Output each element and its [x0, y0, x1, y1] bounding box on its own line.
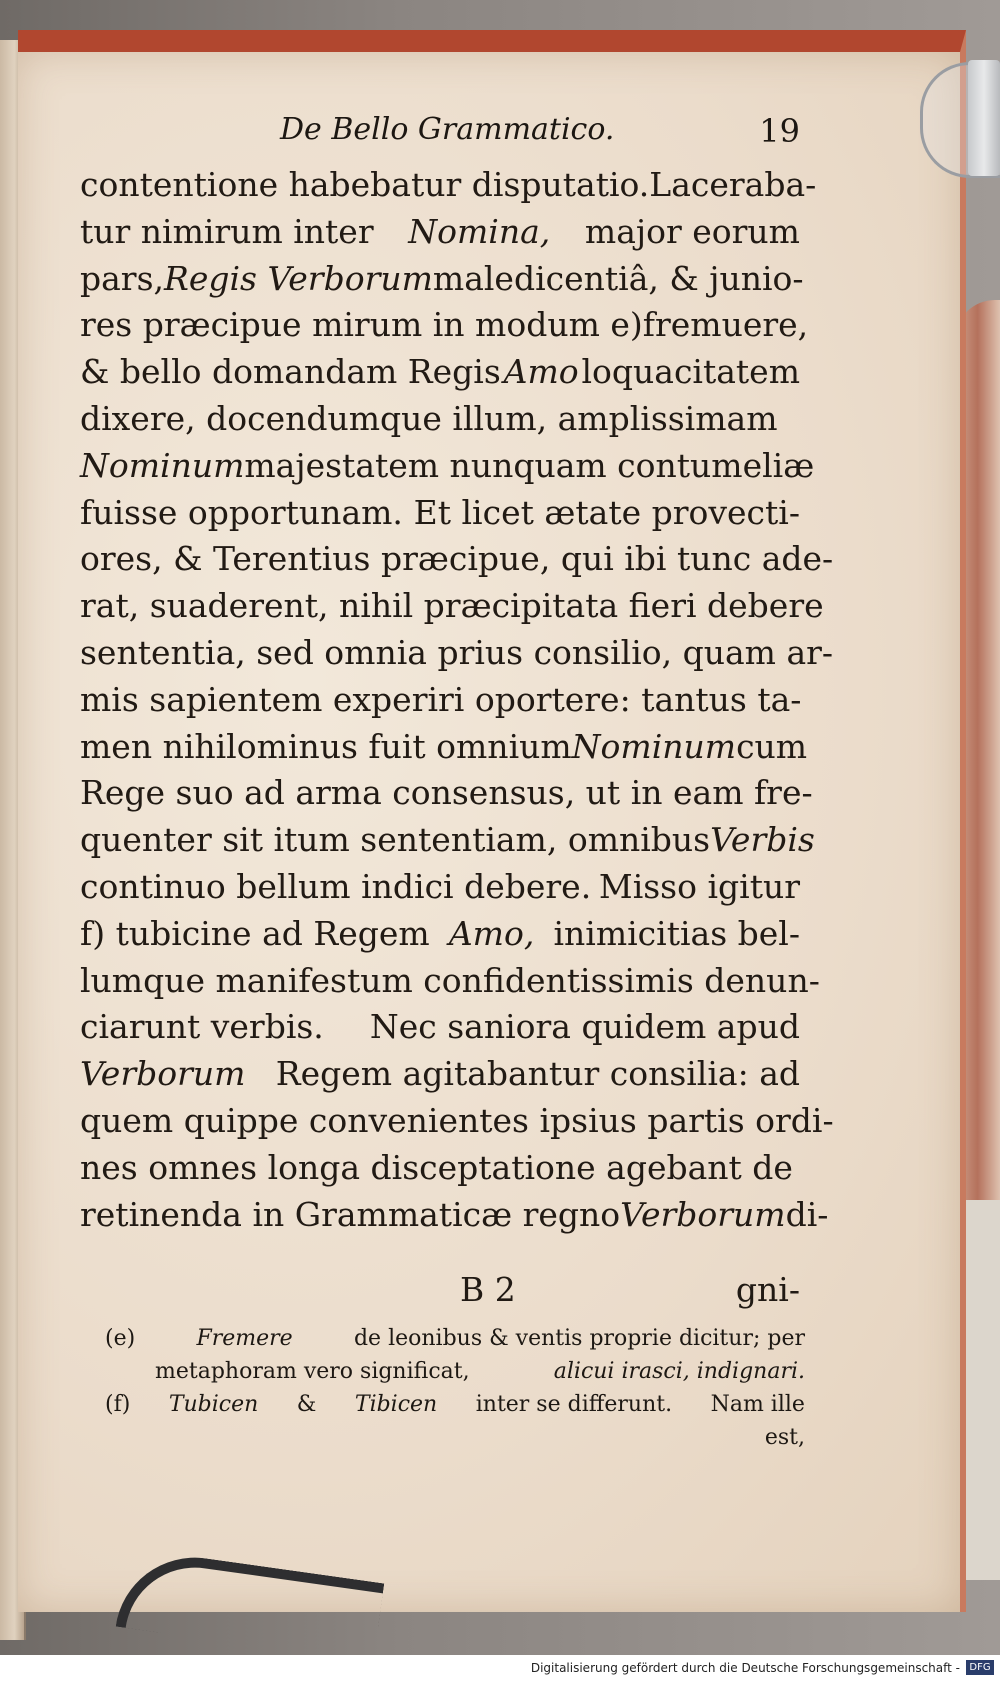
text-line — [80, 536, 834, 583]
footnote-text: metaphoram vero significat, — [155, 1359, 470, 1384]
line-segment: loquacitatem — [581, 352, 800, 392]
italic-term: Regis Verborum — [164, 258, 433, 298]
main-text — [80, 162, 834, 1238]
text-line — [80, 349, 800, 396]
running-title: De Bello Grammatico. — [280, 112, 615, 147]
text-line — [80, 770, 813, 817]
text-line — [80, 396, 800, 443]
page-footer-line — [80, 1270, 800, 1316]
text-line — [80, 677, 800, 724]
italic-term: Nomina, — [408, 211, 551, 251]
line-segment: continuo bellum indici debere. — [80, 866, 592, 906]
text-line — [80, 256, 804, 303]
signature-mark: B 2 — [460, 1270, 516, 1309]
footnote-f-line — [105, 1388, 805, 1421]
funding-credit: Digitalisierung gefördert durch die Deutsche Forschungsgemeinschaft - — [530, 1661, 960, 1675]
line-segment: contentione habebatur disputatio. — [80, 165, 650, 204]
text-line — [80, 1192, 829, 1239]
text-line — [80, 162, 817, 209]
line-segment: Laceraba- — [649, 165, 817, 204]
line-segment: inimicitias bel- — [553, 913, 800, 953]
footnote-text: Nam ille — [710, 1392, 805, 1417]
dfg-logo: DFG — [966, 1660, 994, 1675]
footnote-marker: (e) — [105, 1326, 136, 1351]
text-line — [80, 443, 815, 490]
text-line — [80, 724, 808, 771]
text-line — [80, 1051, 800, 1098]
italic-term: Amo, — [448, 913, 535, 953]
line-segment: di- — [785, 1194, 829, 1234]
footnote-term: Fremere — [196, 1326, 293, 1351]
line-segment: mis sapientem experiri oportere: tantus ta- — [80, 679, 802, 719]
footnote-term: Tibicen — [354, 1392, 438, 1417]
line-segment: & bello domandam Regis — [80, 352, 501, 392]
line-segment: fuisse opportunam. — [80, 492, 403, 532]
text-line — [80, 490, 800, 537]
line-segment: f) tubicine ad Regem — [80, 913, 430, 953]
line-segment: pars, — [80, 258, 164, 298]
italic-term: Amo — [503, 352, 579, 392]
footnote-text: de leonibus & ventis proprie dicitur; per — [353, 1326, 805, 1351]
line-segment: rat, suaderent, nihil præcipitata fieri debere — [80, 586, 824, 626]
line-segment: quenter sit itum sententiam, omnibus — [80, 820, 711, 860]
line-segment: Et licet ætate provecti- — [413, 492, 800, 532]
line-segment: res præcipue mirum in modum e) — [80, 305, 643, 345]
line-segment: ores, & Terentius præcipue, qui ibi tunc ade- — [80, 539, 834, 579]
line-segment: ciarunt verbis. — [80, 1007, 324, 1047]
footnote-e-line-2 — [105, 1355, 805, 1388]
line-segment: majestatem nunquam contumeliæ — [244, 445, 815, 485]
line-segment: cum — [736, 726, 808, 766]
line-segment: major eorum — [584, 211, 800, 251]
italic-term: Verborum — [620, 1194, 786, 1234]
text-line — [80, 1004, 800, 1051]
text-line — [80, 630, 834, 677]
footnote-amp: & — [296, 1392, 317, 1417]
text-line — [80, 583, 824, 630]
text-line — [80, 911, 800, 958]
line-segment: quem quippe convenientes ipsius partis ordi- — [80, 1100, 834, 1140]
line-segment: Nec saniora quidem apud — [369, 1007, 800, 1047]
text-line — [80, 302, 809, 349]
page-clip-bar — [968, 60, 1000, 176]
footnote-catchword: est, — [764, 1425, 805, 1450]
line-segment: maledicentiâ, & junio- — [432, 258, 804, 298]
catchword: gni- — [735, 1270, 800, 1309]
line-segment: men nihilominus fuit omnium — [80, 726, 572, 766]
line-segment: tur nimirum inter — [80, 211, 374, 251]
footnotes — [105, 1322, 805, 1454]
text-line — [80, 209, 800, 256]
line-segment: sententia, sed omnia prius consilio, quam ar- — [80, 632, 834, 672]
line-segment: dixere, docendumque illum, amplissimam — [80, 398, 778, 438]
line-segment: Rege suo ad arma consensus, ut in eam fre- — [80, 773, 813, 813]
line-segment: retinenda in Grammaticæ regno — [80, 1194, 621, 1234]
footnote-e-line — [105, 1322, 805, 1355]
text-line — [80, 1145, 800, 1192]
line-segment: lumque manifestum confidentissimis denun- — [80, 960, 820, 1000]
footnote-marker: (f) — [105, 1392, 131, 1417]
text-line — [80, 958, 820, 1005]
footnote-term: Tubicen — [168, 1392, 259, 1417]
footnote-text: inter se differunt. — [475, 1392, 673, 1417]
text-line — [80, 864, 800, 911]
line-segment: Regem agitabantur consilia: ad — [275, 1054, 800, 1094]
line-segment: Misso igitur — [598, 866, 800, 906]
digitization-footer — [0, 1655, 1000, 1681]
line-segment: nes omnes longa disceptatione agebant de — [80, 1147, 793, 1187]
italic-term: Verbis — [710, 820, 815, 860]
page-number: 19 — [759, 112, 800, 150]
italic-term: Verborum — [80, 1054, 246, 1094]
running-header — [280, 112, 800, 152]
italic-term: Nominum — [80, 445, 245, 485]
line-segment: fremuere, — [642, 305, 809, 345]
footnote-italic: alicui irasci, indignari. — [553, 1359, 805, 1384]
text-line — [80, 817, 815, 864]
italic-term: Nominum — [571, 726, 737, 766]
text-line — [80, 1098, 834, 1145]
